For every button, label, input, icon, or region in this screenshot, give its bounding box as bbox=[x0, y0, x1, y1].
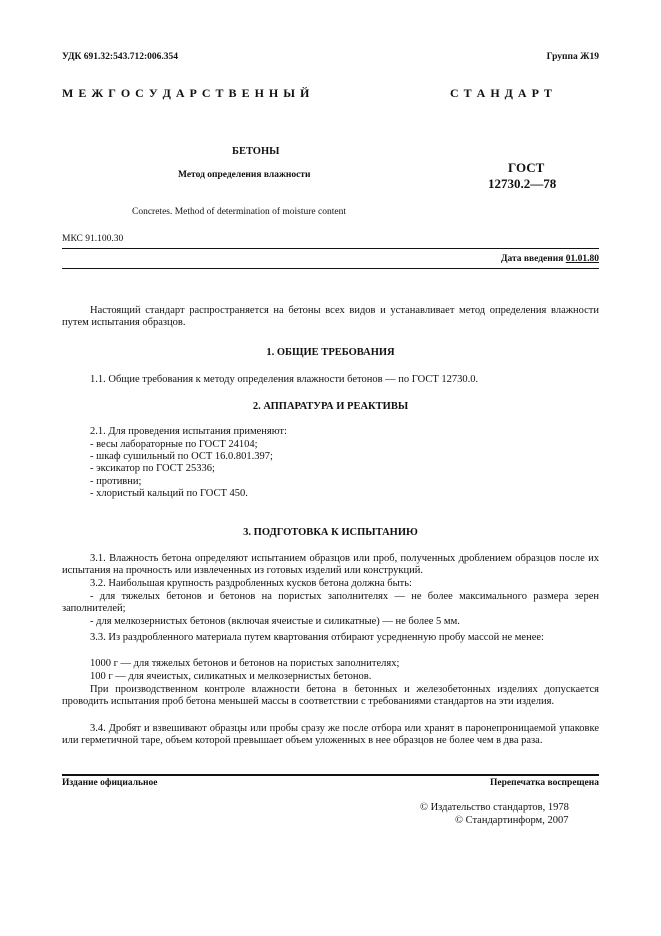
interstate-label: М Е Ж Г О С У Д А Р С Т В Е Н Н Ы Й bbox=[62, 86, 310, 100]
section-3-2-b: - для мелкозернистых бетонов (включая ячеистые и силикатные) — не более 5 мм. bbox=[90, 616, 460, 627]
list-item: - хлористый кальций по ГОСТ 450. bbox=[90, 488, 248, 500]
english-title: Concretes. Method of determination of moisture content bbox=[132, 207, 346, 217]
standard-label: С Т А Н Д А Р Т bbox=[450, 86, 553, 100]
equipment-list bbox=[90, 439, 273, 501]
section-3-3-c: При производственном контроле влажности бетона в бетонных и железобетонных изделиях допускается проводить испытания проб бетона меньшей массы в соответствии с требованиями стандартов на эти изделия. bbox=[62, 684, 599, 708]
divider-footer bbox=[62, 774, 599, 776]
title-main: БЕТОНЫ bbox=[232, 146, 280, 157]
section-3-2: 3.2. Наибольшая крупность раздробленных кусков бетона должна быть: bbox=[90, 578, 412, 589]
list-item: - весы лабораторные по ГОСТ 24104; bbox=[90, 438, 258, 450]
section-3-heading: 3. ПОДГОТОВКА К ИСПЫТАНИЮ bbox=[243, 527, 418, 538]
section-1-heading: 1. ОБЩИЕ ТРЕБОВАНИЯ bbox=[266, 347, 395, 358]
copyright-2: © Стандартинформ, 2007 bbox=[455, 815, 569, 826]
section-3-3-b: 100 г — для ячеистых, силикатных и мелкозернистых бетонов. bbox=[90, 671, 372, 682]
section-2-1: 2.1. Для проведения испытания применяют: bbox=[90, 426, 287, 437]
reprint-notice: Перепечатка воспрещена bbox=[489, 778, 599, 788]
mks-code: МКС 91.100.30 bbox=[62, 234, 124, 244]
section-3-3: 3.3. Из раздробленного материала путем квартования отбирают усредненную пробу массой не менее: bbox=[90, 632, 544, 643]
section-3-4: 3.4. Дробят и взвешивают образцы или пробы сразу же после отбора или хранят в паронепроницаемой упаковке или герметичной таре, объем которой превышает объем уложенных в нее образцов не более чем в два раза. bbox=[62, 723, 599, 747]
udk-code: УДК 691.32:543.712:006.354 bbox=[62, 52, 179, 62]
divider-top bbox=[62, 248, 599, 249]
section-3-3-a: 1000 г — для тяжелых бетонов и бетонов на пористых заполнителях; bbox=[90, 658, 400, 669]
section-2-heading: 2. АППАРАТУРА И РЕАКТИВЫ bbox=[252, 401, 409, 412]
list-item: - эксикатор по ГОСТ 25336; bbox=[90, 463, 215, 475]
copyright-1: © Издательство стандартов, 1978 bbox=[420, 802, 569, 813]
intro-date-value: 01.01.80 bbox=[565, 254, 599, 264]
title-sub: Метод определения влажности bbox=[178, 170, 311, 180]
section-1-1: 1.1. Общие требования к методу определения влажности бетонов — по ГОСТ 12730.0. bbox=[90, 374, 479, 385]
official-edition: Издание официальное bbox=[62, 778, 158, 788]
intro-paragraph: Настоящий стандарт распространяется на бетоны всех видов и устанавливает метод определения влажности путем испытания образцов. bbox=[62, 305, 599, 329]
group-code: Группа Ж19 bbox=[546, 52, 599, 62]
list-item: - шкаф сушильный по ОСТ 16.0.801.397; bbox=[90, 450, 273, 462]
section-3-1: 3.1. Влажность бетона определяют испытанием образцов или проб, полученных дроблением образцов после их испытания на прочность или извлеченных из готовых изделий или конструкций. bbox=[62, 553, 599, 577]
intro-date-label: Дата введения bbox=[500, 254, 564, 264]
divider-date bbox=[62, 268, 599, 269]
gost-label: ГОСТ bbox=[508, 160, 545, 175]
gost-number: 12730.2—78 bbox=[488, 176, 557, 191]
section-3-2-a: - для тяжелых бетонов и бетонов на пористых заполнителях — не более максимального размера зерен заполнителей; bbox=[62, 591, 599, 615]
list-item: - противни; bbox=[90, 475, 142, 487]
intro-date bbox=[501, 254, 599, 264]
